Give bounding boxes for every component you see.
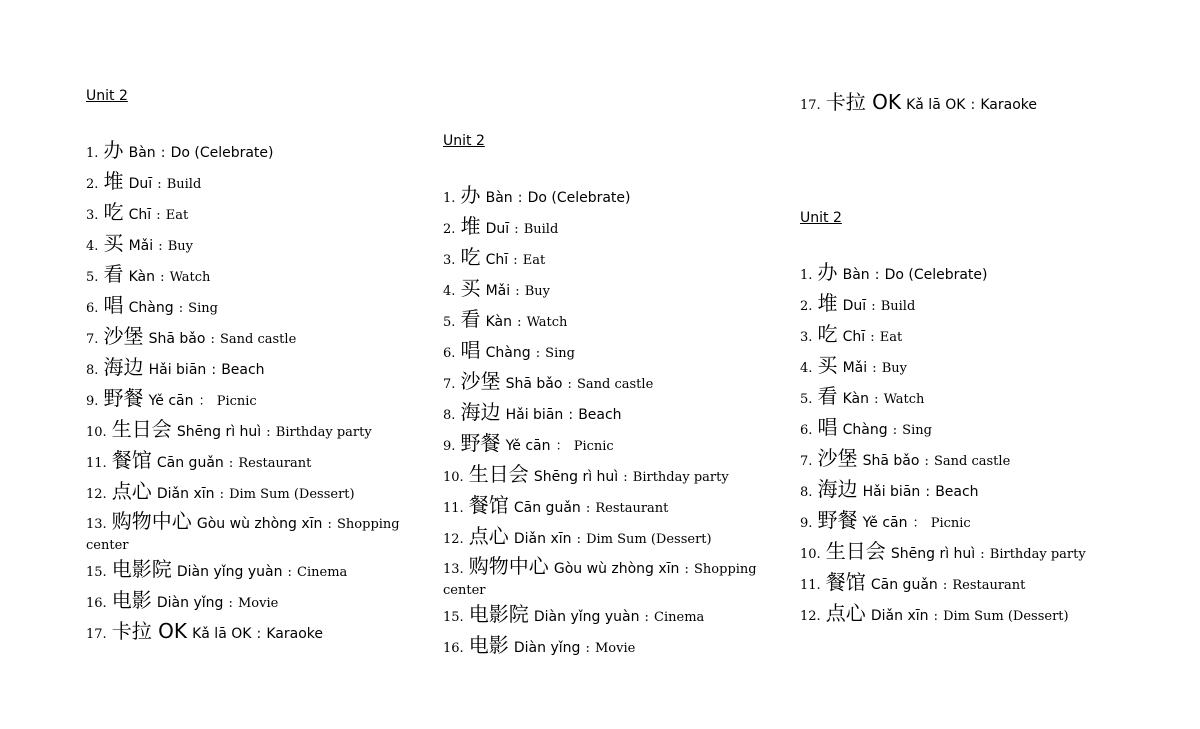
english-meaning: Sing <box>545 346 575 361</box>
separator: : <box>623 470 628 485</box>
english-meaning: Karaoke <box>266 626 323 642</box>
vocab-column-3 <box>800 208 1145 634</box>
hanzi: 生日会 <box>111 417 172 441</box>
vocab-item <box>443 340 788 371</box>
hanzi: 买 <box>817 353 838 377</box>
pinyin: Diǎn xīn <box>870 608 929 624</box>
pinyin: Chī <box>485 252 509 268</box>
english-meaning: Sing <box>902 423 932 438</box>
english-meaning: Dim Sum (Dessert) <box>229 487 355 502</box>
vocab-item <box>86 419 431 450</box>
pinyin: Chàng <box>842 422 888 438</box>
item-number: 15. <box>86 565 107 580</box>
separator: : <box>585 641 590 656</box>
pinyin: Hǎi biān <box>148 362 207 378</box>
hanzi: 野餐 <box>103 386 144 410</box>
vocab-item <box>800 510 1145 541</box>
separator: : <box>980 547 985 562</box>
item-number: 13. <box>443 562 464 577</box>
pinyin: Gòu wù zhòng xīn <box>553 561 680 577</box>
english-meaning: Eat <box>522 253 546 268</box>
separator: : <box>871 299 876 314</box>
pinyin: Diàn yǐng yuàn <box>533 609 640 625</box>
vocab-item <box>443 526 788 557</box>
pinyin: Mǎi <box>842 360 868 376</box>
hanzi: 看 <box>817 384 838 408</box>
vocab-item <box>800 293 1145 324</box>
separator: ： <box>912 516 926 531</box>
pinyin: Diàn yǐng <box>156 595 224 611</box>
vocab-item <box>443 635 788 666</box>
vocab-list <box>86 140 431 652</box>
vocab-item <box>86 202 431 233</box>
pinyin: Chī <box>128 207 152 223</box>
hanzi: 沙堡 <box>460 369 501 393</box>
english-meaning: Do (Celebrate) <box>170 145 274 161</box>
english-meaning: Picnic <box>930 516 971 531</box>
item-number: 17. <box>800 98 821 113</box>
english-meaning: Watch <box>169 270 211 285</box>
english-meaning: Sand castle <box>220 332 297 347</box>
english-meaning: Dim Sum (Dessert) <box>586 532 712 547</box>
pinyin: Shēng rì huì <box>890 546 976 562</box>
vocab-item <box>86 559 431 590</box>
english-meaning: Sand castle <box>934 454 1011 469</box>
english-meaning: Birthday party <box>632 470 729 485</box>
vocab-item <box>800 386 1145 417</box>
hanzi: 吃 <box>817 322 838 346</box>
pinyin: Duī <box>128 176 153 192</box>
english-meaning: Build <box>880 299 916 314</box>
vocab-item <box>86 388 431 419</box>
pinyin: Bàn <box>485 190 513 206</box>
item-number: 1. <box>86 146 99 161</box>
english-meaning: Do (Celebrate) <box>527 190 631 206</box>
hanzi: 餐馆 <box>468 493 509 517</box>
english-meaning: Shopping center <box>443 562 757 598</box>
pinyin: Bàn <box>842 267 870 283</box>
vocab-item <box>800 603 1145 634</box>
item-number: 10. <box>86 425 107 440</box>
hanzi: 唱 <box>817 415 838 439</box>
item-number: 5. <box>86 270 99 285</box>
vocab-column-1 <box>86 86 431 652</box>
pinyin: Bàn <box>128 145 156 161</box>
hanzi: 点心 <box>468 524 509 548</box>
pinyin: Kàn <box>842 391 869 407</box>
item-number: 1. <box>443 191 456 206</box>
hanzi: 买 <box>103 231 124 255</box>
item-number: 7. <box>86 332 99 347</box>
vocab-item <box>443 247 788 278</box>
separator: : <box>515 284 520 299</box>
separator: : <box>925 484 931 500</box>
item-number: 13. <box>86 517 107 532</box>
english-meaning: Movie <box>594 641 636 656</box>
item-number: 10. <box>443 470 464 485</box>
english-meaning: Build <box>523 222 559 237</box>
separator: : <box>567 377 572 392</box>
pinyin: Yě cān <box>148 393 194 409</box>
separator: : <box>287 565 292 580</box>
vocab-item <box>443 278 788 309</box>
english-meaning: Buy <box>167 239 194 254</box>
item-number: 4. <box>800 361 813 376</box>
item-number: 6. <box>86 301 99 316</box>
vocab-column-2 <box>443 131 788 666</box>
item-number: 3. <box>800 330 813 345</box>
vocab-item <box>443 464 788 495</box>
hanzi: 点心 <box>111 479 152 503</box>
english-meaning: Build <box>166 177 202 192</box>
english-meaning: Eat <box>879 330 903 345</box>
separator: : <box>870 330 875 345</box>
separator: : <box>892 423 898 438</box>
vocab-list-overflow <box>800 92 1145 123</box>
english-meaning: Restaurant <box>952 578 1026 593</box>
pinyin: Kǎ lā OK <box>906 97 966 113</box>
item-number: 5. <box>443 315 456 330</box>
separator: : <box>585 501 591 516</box>
separator: : <box>160 270 165 285</box>
hanzi: 点心 <box>825 601 866 625</box>
hanzi: 堆 <box>460 214 481 238</box>
hanzi: 电影院 <box>468 602 529 626</box>
separator: : <box>517 190 523 206</box>
vocab-item <box>443 185 788 216</box>
hanzi: 堆 <box>817 291 838 315</box>
item-number: 2. <box>86 177 99 192</box>
separator: : <box>517 315 522 330</box>
pinyin: Shēng rì huì <box>176 424 262 440</box>
vocab-item <box>800 572 1145 603</box>
separator: : <box>576 532 581 547</box>
pinyin: Diǎn xīn <box>156 486 215 502</box>
english-meaning: Dim Sum (Dessert) <box>943 609 1069 624</box>
pinyin: Chàng <box>485 345 531 361</box>
hanzi: 办 <box>103 138 124 162</box>
english-meaning: Birthday party <box>275 425 372 440</box>
separator: : <box>513 253 518 268</box>
unit-heading: Unit 2 <box>800 210 842 226</box>
item-number: 9. <box>800 516 813 531</box>
vocab-item <box>443 402 788 433</box>
vocab-item <box>86 357 431 388</box>
pinyin: Kǎ lā OK <box>192 626 252 642</box>
item-number: 4. <box>86 239 99 254</box>
separator: ： <box>555 439 569 454</box>
english-meaning: Cinema <box>297 565 348 580</box>
separator: : <box>327 517 332 532</box>
hanzi: 生日会 <box>468 462 529 486</box>
separator: : <box>210 332 215 347</box>
vocab-item <box>86 621 431 652</box>
separator: : <box>942 578 948 593</box>
vocab-item <box>443 604 788 635</box>
separator: : <box>178 301 184 316</box>
english-meaning: Karaoke <box>980 97 1037 113</box>
pinyin: Duī <box>485 221 510 237</box>
english-meaning: Beach <box>578 407 622 423</box>
item-number: 16. <box>443 641 464 656</box>
separator: : <box>211 362 217 378</box>
vocab-item <box>443 309 788 340</box>
english-meaning: Movie <box>237 596 279 611</box>
pinyin: Chàng <box>128 300 174 316</box>
separator: : <box>874 267 880 283</box>
vocab-item <box>800 262 1145 293</box>
hanzi: 购物中心 <box>468 554 549 578</box>
separator: : <box>933 609 938 624</box>
hanzi: 野餐 <box>460 431 501 455</box>
vocab-item <box>86 264 431 295</box>
item-number: 16. <box>86 596 107 611</box>
separator: : <box>970 97 976 113</box>
item-number: 8. <box>800 485 813 500</box>
vocab-item <box>443 495 788 526</box>
vocab-item <box>443 554 788 604</box>
vocab-item <box>86 326 431 357</box>
english-meaning: Cinema <box>654 610 705 625</box>
hanzi: 沙堡 <box>817 446 858 470</box>
vocab-item <box>800 479 1145 510</box>
hanzi: 看 <box>460 307 481 331</box>
separator: : <box>156 208 161 223</box>
item-number: 9. <box>86 394 99 409</box>
hanzi: 卡拉 OK <box>825 90 901 114</box>
vocab-item <box>800 324 1145 355</box>
hanzi: 唱 <box>460 338 481 362</box>
item-number: 7. <box>800 454 813 469</box>
vocab-item <box>86 481 431 512</box>
vocab-item <box>86 140 431 171</box>
separator: : <box>684 562 689 577</box>
english-meaning: Eat <box>165 208 189 223</box>
hanzi: 电影 <box>111 588 152 612</box>
hanzi: 生日会 <box>825 539 886 563</box>
pinyin: Mǎi <box>485 283 511 299</box>
vocab-list <box>800 262 1145 634</box>
separator: : <box>535 346 541 361</box>
pinyin: Yě cān <box>505 438 551 454</box>
english-meaning: Watch <box>883 392 925 407</box>
english-meaning: Watch <box>526 315 568 330</box>
hanzi: 电影 <box>468 633 509 657</box>
pinyin: Diàn yǐng <box>513 640 581 656</box>
item-number: 15. <box>443 610 464 625</box>
hanzi: 卡拉 OK <box>111 619 187 643</box>
pinyin: Chī <box>842 329 866 345</box>
hanzi: 沙堡 <box>103 324 144 348</box>
hanzi: 野餐 <box>817 508 858 532</box>
english-meaning: Do (Celebrate) <box>884 267 988 283</box>
item-number: 1. <box>800 268 813 283</box>
english-meaning: Buy <box>524 284 551 299</box>
vocab-list <box>443 185 788 666</box>
vocab-item <box>86 233 431 264</box>
separator: : <box>568 407 574 423</box>
vocab-item <box>86 450 431 481</box>
vocab-item <box>86 295 431 326</box>
pinyin: Mǎi <box>128 238 154 254</box>
english-meaning: Sand castle <box>577 377 654 392</box>
item-number: 2. <box>800 299 813 314</box>
pinyin: Shā bǎo <box>862 453 920 469</box>
vocab-item <box>800 417 1145 448</box>
pinyin: Diǎn xīn <box>513 531 572 547</box>
item-number: 11. <box>443 501 464 516</box>
separator: : <box>228 456 234 471</box>
separator: ： <box>198 394 212 409</box>
item-number: 3. <box>443 253 456 268</box>
hanzi: 看 <box>103 262 124 286</box>
item-number: 9. <box>443 439 456 454</box>
unit-heading: Unit 2 <box>443 133 485 149</box>
english-meaning: Sing <box>188 301 218 316</box>
english-meaning: Buy <box>881 361 908 376</box>
vocab-item <box>443 216 788 247</box>
item-number: 6. <box>443 346 456 361</box>
vocab-item <box>86 590 431 621</box>
pinyin: Shā bǎo <box>505 376 563 392</box>
separator: : <box>160 145 166 161</box>
hanzi: 餐馆 <box>825 570 866 594</box>
hanzi: 电影院 <box>111 557 172 581</box>
item-number: 8. <box>443 408 456 423</box>
english-meaning: Beach <box>935 484 979 500</box>
item-number: 4. <box>443 284 456 299</box>
pinyin: Hǎi biān <box>505 407 564 423</box>
item-number: 12. <box>800 609 821 624</box>
pinyin: Cān guǎn <box>156 455 224 471</box>
separator: : <box>514 222 519 237</box>
pinyin: Yě cān <box>862 515 908 531</box>
item-number: 11. <box>800 578 821 593</box>
vocab-item <box>800 355 1145 386</box>
vocab-item <box>86 171 431 202</box>
item-number: 7. <box>443 377 456 392</box>
hanzi: 海边 <box>817 477 858 501</box>
pinyin: Kàn <box>485 314 512 330</box>
pinyin: Duī <box>842 298 867 314</box>
vocab-item <box>800 448 1145 479</box>
english-meaning: Picnic <box>216 394 257 409</box>
english-meaning: Birthday party <box>989 547 1086 562</box>
hanzi: 吃 <box>460 245 481 269</box>
pinyin: Gòu wù zhòng xīn <box>196 516 323 532</box>
pinyin: Diàn yǐng yuàn <box>176 564 283 580</box>
pinyin: Shēng rì huì <box>533 469 619 485</box>
english-meaning: Restaurant <box>238 456 312 471</box>
english-meaning: Beach <box>221 362 265 378</box>
item-number: 8. <box>86 363 99 378</box>
separator: : <box>644 610 649 625</box>
vocab-item <box>800 541 1145 572</box>
item-number: 2. <box>443 222 456 237</box>
separator: : <box>924 454 929 469</box>
hanzi: 餐馆 <box>111 448 152 472</box>
vocab-item <box>800 92 1145 123</box>
hanzi: 购物中心 <box>111 509 192 533</box>
english-meaning: Restaurant <box>595 501 669 516</box>
pinyin: Shā bǎo <box>148 331 206 347</box>
item-number: 3. <box>86 208 99 223</box>
separator: : <box>219 487 224 502</box>
item-number: 11. <box>86 456 107 471</box>
separator: : <box>874 392 879 407</box>
vocab-item <box>443 371 788 402</box>
pinyin: Hǎi biān <box>862 484 921 500</box>
item-number: 5. <box>800 392 813 407</box>
hanzi: 堆 <box>103 169 124 193</box>
unit-heading: Unit 2 <box>86 88 128 104</box>
hanzi: 海边 <box>103 355 144 379</box>
item-number: 10. <box>800 547 821 562</box>
separator: : <box>157 177 162 192</box>
item-number: 17. <box>86 627 107 642</box>
item-number: 12. <box>443 532 464 547</box>
separator: : <box>872 361 877 376</box>
pinyin: Kàn <box>128 269 155 285</box>
separator: : <box>266 425 271 440</box>
hanzi: 办 <box>460 183 481 207</box>
hanzi: 唱 <box>103 293 124 317</box>
hanzi: 办 <box>817 260 838 284</box>
separator: : <box>228 596 233 611</box>
vocab-item <box>86 509 431 559</box>
hanzi: 吃 <box>103 200 124 224</box>
vocab-item <box>443 433 788 464</box>
vocab-column-3-overflow <box>800 92 1145 123</box>
hanzi: 买 <box>460 276 481 300</box>
separator: : <box>256 626 262 642</box>
pinyin: Cān guǎn <box>870 577 938 593</box>
hanzi: 海边 <box>460 400 501 424</box>
item-number: 12. <box>86 487 107 502</box>
pinyin: Cān guǎn <box>513 500 581 516</box>
separator: : <box>158 239 163 254</box>
english-meaning: Shopping center <box>86 517 400 553</box>
english-meaning: Picnic <box>573 439 614 454</box>
item-number: 6. <box>800 423 813 438</box>
